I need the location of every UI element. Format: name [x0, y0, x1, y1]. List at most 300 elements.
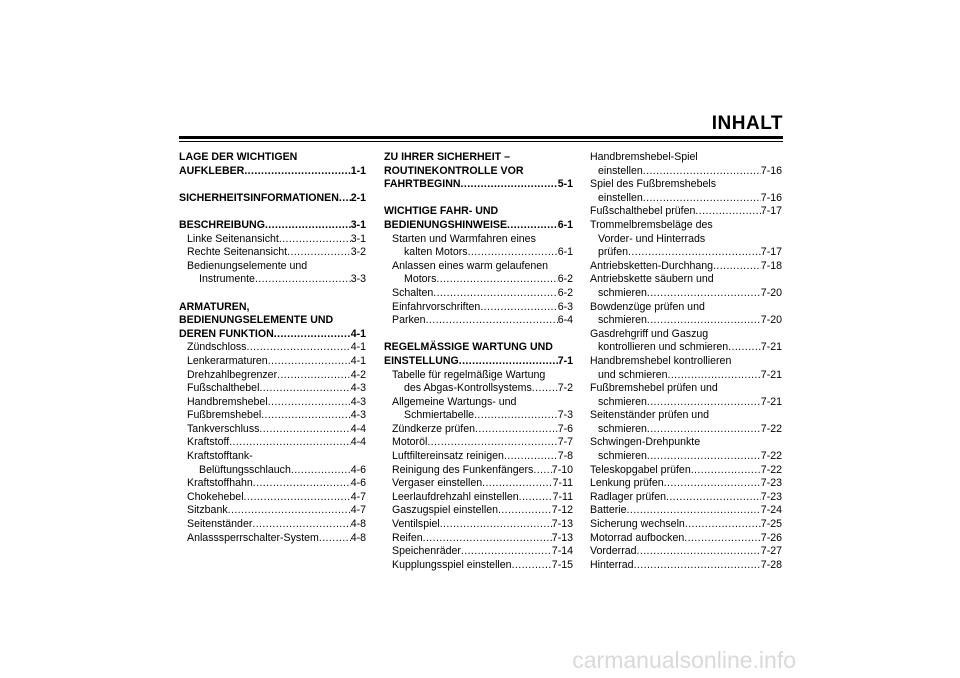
toc-entry [590, 436, 782, 450]
toc-section-entry [179, 151, 366, 165]
toc-page-number: 7-16 [760, 191, 782, 204]
toc-entry[interactable] [590, 491, 782, 505]
toc-entry [384, 233, 573, 247]
toc-page-number: 7-23 [760, 477, 782, 490]
toc-leader-dots [253, 477, 351, 491]
toc-entry-title: ZU IHRER SICHERHEIT – [384, 151, 510, 163]
toc-entry[interactable] [590, 423, 782, 437]
toc-page-number: 6-1 [557, 246, 573, 259]
toc-page-number: 4-3 [350, 409, 366, 422]
header-rule-thin [179, 141, 783, 142]
toc-entry-title: Drehzahlbegrenzer [187, 368, 278, 381]
toc-entry [590, 409, 782, 423]
toc-entry[interactable] [590, 532, 782, 546]
toc-page-number: 4-1 [350, 327, 366, 340]
toc-leader-dots [498, 504, 552, 518]
toc-entry[interactable] [179, 246, 366, 260]
toc-page-number: 3-1 [350, 218, 366, 231]
toc-column-1 [179, 151, 366, 545]
toc-entry[interactable] [384, 273, 573, 287]
toc-leader-dots [459, 355, 558, 369]
toc-entry-title: EINSTELLUNG [384, 354, 459, 367]
toc-section-entry [179, 301, 366, 315]
toc-entry-title: ROUTINEKONTROLLE VOR [384, 164, 524, 177]
toc-leader-dots [728, 341, 761, 355]
toc-entry-title: Kupplungsspiel einstellen [392, 558, 512, 571]
toc-entry [590, 219, 782, 233]
toc-page-number: 7-18 [760, 259, 782, 272]
toc-leader-dots [426, 314, 558, 328]
toc-leader-dots [664, 477, 761, 491]
toc-section-entry[interactable] [179, 328, 366, 342]
toc-entry[interactable] [384, 532, 573, 546]
toc-section-entry[interactable] [179, 192, 366, 206]
toc-entry-title: des Abgas-Kontrollsystems [404, 382, 532, 395]
toc-entry-title: Motoröl [392, 436, 428, 449]
toc-section-entry[interactable] [384, 219, 573, 233]
watermark: carmanualsonline.info [572, 647, 796, 673]
toc-page-number: 7-22 [760, 463, 782, 476]
toc-entry-title: Reinigung des Funkenfängers [392, 463, 534, 476]
toc-entry[interactable] [179, 382, 366, 396]
toc-leader-dots [423, 532, 552, 546]
toc-entry-title: Belüftungsschlauch [199, 463, 291, 476]
toc-entry[interactable] [590, 246, 782, 260]
toc-entry-title: Leerlaufdrehzahl einstellen [392, 490, 519, 503]
toc-leader-dots [268, 355, 351, 369]
toc-page-number: 7-8 [557, 450, 573, 463]
toc-page-number: 2-1 [350, 191, 366, 204]
toc-spacer [179, 287, 366, 301]
toc-section-entry [384, 205, 573, 219]
toc-page-number: 7-20 [760, 314, 782, 327]
toc-page-number: 7-15 [551, 558, 573, 571]
toc-entry-title: Lenkung prüfen [590, 477, 664, 490]
toc-entry-title: einstellen [598, 191, 643, 204]
toc-page-number: 7-21 [760, 395, 782, 408]
toc-page-number: 4-7 [350, 504, 366, 517]
toc-page-number: 4-7 [350, 490, 366, 503]
toc-leader-dots [666, 491, 761, 505]
toc-entry[interactable] [590, 192, 782, 206]
toc-entry[interactable] [384, 314, 573, 328]
toc-page-number: 7-7 [557, 436, 573, 449]
toc-entry-title: AUFKLEBER [179, 164, 245, 177]
toc-entry-title: Tankverschluss [187, 422, 260, 435]
toc-entry[interactable] [384, 477, 573, 491]
toc-entry-title: Tabelle für regelmäßige Wartung [392, 368, 546, 381]
toc-entry [384, 396, 573, 410]
toc-spacer [384, 328, 573, 342]
toc-page-number: 3-1 [350, 232, 366, 245]
toc-column-3 [590, 151, 782, 572]
toc-leader-dots [228, 504, 351, 518]
toc-entry-title: SICHERHEITSINFORMATIONEN [179, 191, 339, 204]
toc-entry[interactable] [590, 396, 782, 410]
toc-leader-dots [319, 532, 351, 546]
toc-entry-title: Seitenständer prüfen und [590, 409, 709, 422]
toc-page-number: 6-3 [557, 300, 573, 313]
toc-column-2 [384, 151, 573, 572]
toc-entry-title: kontrollieren und schmieren [598, 341, 729, 354]
toc-entry-title: Trommelbremsbeläge des [590, 218, 713, 231]
toc-leader-dots [461, 545, 552, 559]
toc-entry-title: Einfahrvorschriften [392, 300, 481, 313]
toc-page-number: 7-24 [760, 504, 782, 517]
toc-entry[interactable] [590, 504, 782, 518]
toc-page-number: 1-1 [350, 164, 366, 177]
toc-leader-dots [512, 559, 552, 573]
toc-entry-title: Vorderrad [590, 545, 637, 558]
toc-leader-dots [461, 178, 558, 192]
toc-leader-dots [259, 423, 350, 437]
toc-entry-title: Anlasssperrschalter-System [187, 531, 319, 544]
toc-entry[interactable] [179, 464, 366, 478]
toc-entry-title: Schwingen-Drehpunkte [590, 436, 701, 449]
toc-page-number: 7-20 [760, 286, 782, 299]
toc-spacer [384, 192, 573, 206]
toc-leader-dots [440, 518, 552, 532]
toc-entry-title: Chokehebel [187, 490, 244, 503]
toc-entry[interactable] [179, 355, 366, 369]
toc-entry[interactable] [384, 287, 573, 301]
toc-page-number: 6-1 [557, 218, 573, 231]
toc-page-number: 7-11 [552, 490, 573, 503]
toc-entry-title: schmieren [598, 286, 647, 299]
toc-entry[interactable] [384, 409, 573, 423]
toc-entry[interactable] [590, 369, 782, 383]
toc-page-number: 6-2 [557, 286, 573, 299]
toc-section-entry [384, 165, 573, 179]
toc-page-number: 7-21 [760, 368, 782, 381]
toc-entry-title: Handbremshebel-Spiel [590, 151, 698, 163]
toc-entry[interactable] [590, 314, 782, 328]
toc-entry-title: Fußschalthebel [187, 382, 260, 395]
toc-entry-title: Seitenständer [187, 518, 253, 531]
toc-entry-title: schmieren [598, 450, 647, 463]
toc-entry [590, 233, 782, 247]
toc-entry-title: Reifen [392, 531, 423, 544]
toc-entry[interactable] [384, 301, 573, 315]
toc-leader-dots [339, 192, 351, 206]
toc-page-number: 7-2 [557, 382, 573, 395]
toc-leader-dots [519, 491, 553, 505]
toc-entry-title: schmieren [598, 314, 647, 327]
toc-page-number: 7-16 [760, 164, 782, 177]
toc-entry-title: Teleskopgabel prüfen [590, 463, 691, 476]
toc-leader-dots [482, 477, 552, 491]
toc-leader-dots [643, 165, 761, 179]
toc-page-number: 7-27 [760, 545, 782, 558]
toc-spacer [179, 178, 366, 192]
toc-leader-dots [647, 423, 761, 437]
toc-page-number: 4-8 [350, 518, 366, 531]
toc-leader-dots [268, 396, 351, 410]
toc-entry[interactable] [590, 260, 782, 274]
toc-entry-title: Motorrad aufbocken [590, 531, 685, 544]
toc-entry-title: Schalten [392, 286, 434, 299]
toc-entry-title: Fußbremshebel prüfen und [590, 382, 718, 395]
toc-page-number: 7-22 [760, 450, 782, 463]
toc-leader-dots [533, 464, 551, 478]
toc-leader-dots [244, 491, 351, 505]
toc-entry [179, 260, 366, 274]
toc-entry[interactable] [590, 477, 782, 491]
toc-entry-title: prüfen [598, 246, 629, 259]
toc-entry-title: Luftfiltereinsatz reinigen [392, 450, 504, 463]
toc-page-number: 7-6 [557, 422, 573, 435]
toc-entry-title: Fußbremshebel [187, 409, 262, 422]
toc-entry-title: FAHRTBEGINN [384, 178, 461, 191]
toc-entry [179, 450, 366, 464]
toc-entry[interactable] [590, 341, 782, 355]
toc-entry-title: Handbremshebel kontrollieren [590, 354, 732, 367]
toc-page-number: 7-10 [551, 463, 573, 476]
toc-leader-dots [507, 219, 558, 233]
toc-leader-dots [261, 409, 351, 423]
toc-entry-title: Hinterrad [590, 558, 634, 571]
toc-entry [590, 273, 782, 287]
toc-page-number: 7-1 [557, 354, 573, 367]
toc-entry-title: Vergaser einstellen [392, 477, 483, 490]
toc-entry [590, 178, 782, 192]
toc-section-entry[interactable] [179, 165, 366, 179]
toc-page-number: 4-1 [350, 341, 366, 354]
toc-page-number: 4-8 [350, 531, 366, 544]
toc-page-number: 4-3 [350, 395, 366, 408]
toc-page-number: 4-6 [350, 463, 366, 476]
toc-entry-title: Gaszugspiel einstellen [392, 504, 498, 517]
toc-entry-title: Gasdrehgriff und Gaszug [590, 327, 709, 340]
toc-leader-dots [637, 545, 761, 559]
toc-entry-title: Lenkerarmaturen [187, 354, 268, 367]
toc-leader-dots [647, 287, 761, 301]
toc-entry-title: Antriebsketten-Durchhang [590, 259, 714, 272]
toc-entry[interactable] [590, 464, 782, 478]
toc-entry[interactable] [179, 477, 366, 491]
toc-page-number: 7-3 [557, 409, 573, 422]
toc-entry[interactable] [384, 491, 573, 505]
toc-page-number: 7-13 [551, 531, 573, 544]
toc-entry[interactable] [384, 464, 573, 478]
toc-leader-dots [274, 328, 351, 342]
toc-entry-title: DEREN FUNKTION [179, 327, 274, 340]
page-title: INHALT [711, 113, 783, 134]
toc-entry[interactable] [590, 205, 782, 219]
toc-section-entry[interactable] [179, 219, 366, 233]
toc-page-number: 7-12 [551, 504, 573, 517]
toc-leader-dots [433, 287, 557, 301]
toc-entry[interactable] [179, 409, 366, 423]
toc-entry-title: einstellen [598, 164, 643, 177]
toc-entry-title: BEDIENUNGSELEMENTE UND [179, 314, 334, 327]
toc-leader-dots [277, 369, 351, 383]
toc-entry[interactable] [179, 369, 366, 383]
toc-entry[interactable] [179, 532, 366, 546]
toc-leader-dots [634, 559, 761, 573]
toc-leader-dots [627, 504, 761, 518]
toc-entry-title: Bedienungselemente und [187, 259, 308, 272]
toc-entry-title: Vorder- und Hinterrads [598, 232, 706, 245]
toc-entry-title: Antriebskette säubern und [590, 273, 714, 286]
toc-page-number: 4-3 [350, 382, 366, 395]
toc-page-number: 4-4 [350, 422, 366, 435]
toc-leader-dots [643, 192, 761, 206]
toc-page-number: 6-2 [557, 273, 573, 286]
toc-entry[interactable] [384, 382, 573, 396]
toc-entry-title: Schmiertabelle [404, 409, 475, 422]
toc-entry-title: Rechte Seitenansicht [187, 246, 288, 259]
toc-leader-dots [287, 246, 351, 260]
toc-page-number: 7-23 [760, 490, 782, 503]
toc-page-number: 7-13 [551, 518, 573, 531]
toc-entry[interactable] [384, 518, 573, 532]
toc-section-entry [179, 314, 366, 328]
toc-leader-dots [504, 450, 558, 464]
toc-entry-title: schmieren [598, 422, 647, 435]
toc-entry-title: Bowdenzüge prüfen und [590, 300, 705, 313]
toc-entry-title: BEDIENUNGSHINWEISE [384, 218, 508, 231]
toc-leader-dots [713, 260, 761, 274]
toc-entry[interactable] [384, 545, 573, 559]
toc-page-number: 4-4 [350, 436, 366, 449]
toc-entry [590, 355, 782, 369]
toc-page-number: 6-4 [557, 314, 573, 327]
toc-entry-title: Motors [404, 273, 437, 286]
toc-entry[interactable] [590, 545, 782, 559]
toc-page-number: 7-14 [551, 545, 573, 558]
toc-entry-title: Sicherung wechseln [590, 518, 685, 531]
toc-entry-title: REGELMÄSSIGE WARTUNG UND [384, 341, 553, 354]
toc-entry[interactable] [384, 246, 573, 260]
toc-leader-dots [628, 246, 761, 260]
toc-entry-title: Radlager prüfen [590, 490, 666, 503]
toc-leader-dots [291, 464, 351, 478]
toc-entry [590, 328, 782, 342]
toc-entry-title: Allgemeine Wartungs- und [392, 395, 517, 408]
toc-entry-title: Zündschloss [187, 341, 247, 354]
toc-entry[interactable] [590, 165, 782, 179]
toc-entry [590, 151, 782, 165]
toc-leader-dots [695, 205, 760, 219]
toc-entry[interactable] [179, 491, 366, 505]
toc-leader-dots [668, 369, 761, 383]
toc-entry[interactable] [179, 341, 366, 355]
toc-entry[interactable] [179, 518, 366, 532]
toc-leader-dots [684, 532, 761, 546]
toc-leader-dots [229, 436, 350, 450]
toc-leader-dots [647, 450, 761, 464]
toc-entry-title: Linke Seitenansicht [187, 232, 279, 245]
toc-entry-title: Batterie [590, 504, 627, 517]
toc-page-number: 7-17 [760, 205, 782, 218]
toc-page-number: 7-17 [760, 246, 782, 259]
toc-leader-dots [279, 233, 351, 247]
toc-leader-dots [475, 423, 558, 437]
toc-entry-title: Starten und Warmfahren eines [392, 232, 536, 245]
toc-entry-title: Kraftstofftank- [187, 450, 253, 463]
toc-entry-title: Kraftstoff [187, 436, 230, 449]
toc-entry[interactable] [179, 504, 366, 518]
toc-page-number: 7-21 [760, 341, 782, 354]
header-rule-thick [179, 136, 783, 139]
toc-entry[interactable] [590, 287, 782, 301]
toc-entry-title: WICHTIGE FAHR- UND [384, 205, 499, 218]
toc-page-number: 7-25 [760, 518, 782, 531]
toc-entry[interactable] [179, 436, 366, 450]
toc-entry-title: schmieren [598, 395, 647, 408]
toc-page-number: 7-11 [552, 477, 573, 490]
toc-entry[interactable] [590, 518, 782, 532]
toc-page-number: 3-2 [350, 246, 366, 259]
toc-entry[interactable] [384, 450, 573, 464]
toc-entry[interactable] [179, 423, 366, 437]
toc-section-entry [384, 151, 573, 165]
toc-entry[interactable] [384, 436, 573, 450]
toc-leader-dots [647, 314, 761, 328]
toc-entry[interactable] [179, 396, 366, 410]
toc-section-entry[interactable] [384, 178, 573, 192]
toc-entry-title: kalten Motors [404, 246, 468, 259]
toc-leader-dots [685, 518, 761, 532]
toc-leader-dots [244, 165, 350, 179]
toc-leader-dots [252, 518, 350, 532]
toc-page-number: 4-2 [350, 368, 366, 381]
toc-leader-dots [691, 464, 761, 478]
toc-entry [590, 382, 782, 396]
toc-entry-title: Sitzbank [187, 504, 228, 517]
toc-entry[interactable] [179, 233, 366, 247]
toc-leader-dots [427, 436, 557, 450]
toc-entry[interactable] [179, 273, 366, 287]
toc-entry-title: ARMATUREN, [179, 300, 250, 313]
toc-entry-title: und schmieren [598, 368, 668, 381]
toc-leader-dots [474, 409, 558, 423]
toc-entry [590, 301, 782, 315]
toc-entry[interactable] [384, 559, 573, 573]
toc-leader-dots [265, 219, 351, 233]
toc-entry[interactable] [590, 450, 782, 464]
toc-page-number: 4-1 [350, 354, 366, 367]
toc-entry-title: Zündkerze prüfen [392, 422, 476, 435]
toc-entry[interactable] [384, 423, 573, 437]
toc-entry-title: Handbremshebel [187, 395, 268, 408]
toc-leader-dots [436, 273, 557, 287]
toc-leader-dots [246, 341, 350, 355]
toc-entry-title: Fußschalthebel prüfen [590, 205, 696, 218]
toc-page-number: 7-22 [760, 422, 782, 435]
toc-entry [384, 369, 573, 383]
toc-entry-title: Spiel des Fußbremshebels [590, 178, 717, 191]
toc-page-number: 4-6 [350, 477, 366, 490]
toc-entry-title: Ventilspiel [392, 518, 440, 531]
toc-leader-dots [532, 382, 558, 396]
toc-page-number: 3-3 [350, 273, 366, 286]
toc-entry-title: Parken [392, 314, 426, 327]
toc-section-entry[interactable] [384, 355, 573, 369]
toc-entry-title: Instrumente [199, 273, 255, 286]
toc-leader-dots [259, 382, 350, 396]
toc-section-entry [384, 341, 573, 355]
toc-entry[interactable] [590, 559, 782, 573]
toc-entry-title: Speichenräder [392, 545, 461, 558]
toc-leader-dots [647, 396, 761, 410]
toc-page-number: 7-26 [760, 531, 782, 544]
toc-entry-title: LAGE DER WICHTIGEN [179, 151, 298, 163]
toc-entry-title: Kraftstoffhahn [187, 477, 253, 490]
toc-entry[interactable] [384, 504, 573, 518]
toc-entry-title: Anlassen eines warm gelaufenen [392, 259, 549, 272]
